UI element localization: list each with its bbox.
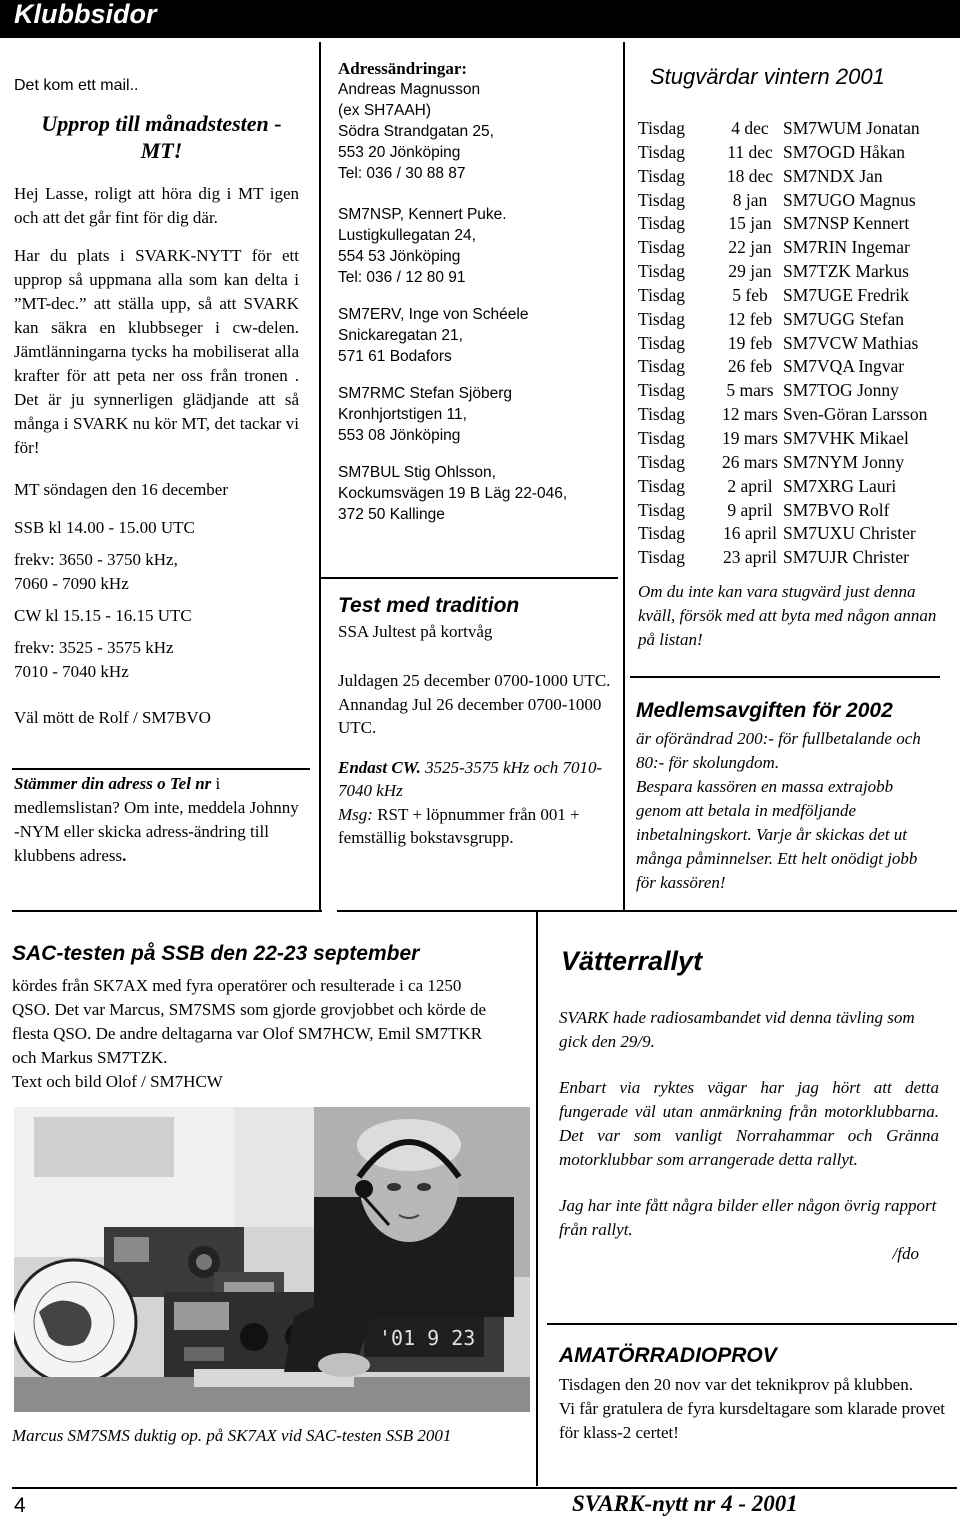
schedule-day: Tisdag [638,141,686,162]
address-line: Tel: 036 / 12 80 91 [338,269,466,286]
sac-credit: Text och bild Olof / SM7HCW [12,1072,223,1091]
test-msg-label: Msg: [338,804,373,824]
schedule-row [638,284,958,308]
test-title: Test med tradition [338,594,520,617]
schedule-day: Tisdag [638,427,686,448]
schedule-host: SM7UGO Magnus [783,189,916,210]
cw-freq-2: 7010 - 7040 kHz [14,662,129,681]
address-line: 372 50 Kallinge [338,506,445,523]
schedule-date: 23 april [723,547,777,568]
address-block-3 [338,304,623,367]
schedule-date: 19 feb [727,332,773,353]
address-line: Södra Strandgatan 25, [338,123,494,140]
schedule-row [638,165,958,189]
address-line: SM7RMC Stefan Sjöberg [338,385,513,402]
schedule-host: SM7TZK Markus [783,261,909,282]
amator-para-2: Vi får gratulera de fyra kursdeltagare som klarade provet för klass-2 certet! [559,1399,946,1442]
schedule-date: 9 april [727,499,773,520]
schedule-host: SM7VQA Ingvar [783,356,905,377]
upprop-heading: Upprop till månadstesten - MT! [41,111,282,163]
address-line: 554 53 Jönköping [338,248,461,265]
schedule-row [638,332,958,356]
address-notice-end: . [122,846,127,865]
amatorradioprov-title: AMATÖRRADIOPROV [559,1344,777,1367]
sac-text: kördes från SK7AX med fyra operatörer och resulterade i ca 1250 QSO. Det var Marcus, SM7SMS som gjorde grovjobbet och körde de flesta QSO. De andre deltagarna var Olof SM7HCW, Emil SM7TKR och Markus SM7TZK. [12,976,487,1067]
schedule-day: Tisdag [638,356,686,377]
address-line: Lustigkullegatan 24, [338,227,476,244]
mail-intro: Det kom ett mail.. [14,77,139,94]
schedule-row [638,499,958,523]
column-address-changes [338,58,623,537]
footer-publication-title: SVARK-nytt nr 4 - 2001 [572,1491,798,1516]
schedule-date: 11 dec [727,141,773,162]
schedule-day: Tisdag [638,118,686,138]
test-day-2: Annandag Jul 26 december 0700-1000 UTC. [338,694,602,737]
stugvardar-schedule [638,117,958,570]
schedule-date: 12 feb [727,308,773,329]
address-line: Tel: 036 / 30 88 87 [338,165,466,182]
schedule-row [638,189,958,213]
schedule-host: SM7UXU Christer [783,523,916,544]
vatterrallyt-para-1: SVARK hade radiosambandet vid denna tävling som gick den 29/9. [559,1008,915,1051]
address-line: 553 20 Jönköping [338,144,461,161]
photo-caption: Marcus SM7SMS duktig op. på SK7AX vid SAC-testen SSB 2001 [12,1426,452,1445]
schedule-day: Tisdag [638,499,686,520]
address-line: (ex SH7AAH) [338,102,432,119]
schedule-row [638,427,958,451]
fee-line-2: Bespara kassören en massa extrajobb genom att betala in medföljande inbetalningskort. Varje år skickas det ut många påminnelser. Ett helt onödigt jobb för kassören! [636,777,918,892]
address-line: SM7NSP, Kennert Puke. [338,206,507,223]
schedule-host: SM7UJR Christer [783,547,909,568]
stugvardar-title: Stugvärdar vintern 2001 [650,64,885,89]
upprop-para-2: Har du plats i SVARK-NYTT för ett upprop så uppmana alla som kan delta i ”MT-dec.” att ställa upp, så att SVARK kan säkra en klubbseger i cw-delen. Jämtlänningarna tycks ha mobiliserat alla krafter för att peta ner oss från tronen . Det är ju synnerligen glädjande att så många i SVARK nu kör MT, det tackar vi för! [14,246,299,457]
schedule-host: SM7VCW Mathias [783,332,919,353]
schedule-row [638,546,958,570]
schedule-day: Tisdag [638,237,686,258]
test-cw-freq: 3525-3575 kHz och 7010-7040 kHz [338,757,603,800]
vatterrallyt-title: Vätterrallyt [561,946,703,976]
schedule-date: 15 jan [728,213,772,234]
amatorradioprov-body [559,1373,949,1445]
fee-title: Medlemsavgiften för 2002 [636,699,893,722]
schedule-day: Tisdag [638,404,686,425]
schedule-date: 26 feb [727,356,773,377]
schedule-date: 8 jan [732,189,768,210]
schedule-host: SM7XRG Lauri [783,475,897,496]
schedule-host: SM7RIN Ingemar [783,237,910,258]
signoff: Väl mött de Rolf / SM7BVO [14,708,211,727]
schedule-date: 5 mars [726,380,774,401]
amator-rule [547,1323,957,1325]
address-line: Kockumsvägen 19 B Läg 22-046, [338,485,568,502]
schedule-day: Tisdag [638,332,686,353]
schedule-row [638,260,958,284]
schedule-date: 12 mars [722,404,778,425]
schedule-date: 16 april [723,523,777,544]
schedule-day: Tisdag [638,380,686,401]
test-msg [338,803,623,850]
schedule-day: Tisdag [638,451,686,472]
stugvardar-note: Om du inte kan vara stugvärd just denna kväll, försök med att byta med någon annan på listan! [638,582,937,649]
schedule-day: Tisdag [638,261,686,282]
schedule-date: 2 april [727,475,773,496]
bottom-rule-left [12,910,322,912]
address-changes-heading: Adressändringar: [338,59,468,78]
schedule-row [638,379,958,403]
ssb-freq-2: 7060 - 7090 kHz [14,574,129,593]
fee-rule [630,676,940,678]
schedule-row [638,451,958,475]
schedule-row [638,403,958,427]
column-divider-1 [319,42,321,910]
schedule-day: Tisdag [638,284,686,305]
amator-para-1: Tisdagen den 20 nov var det teknikprov på klubben. [559,1375,913,1394]
upprop-para-1: Hej Lasse, roligt att höra dig i MT igen och att det går fint för dig där. [14,184,299,227]
schedule-host: SM7OGD Håkan [783,141,906,162]
schedule-date: 18 dec [726,165,774,186]
test-msg-text: RST + löpnummer från 001 + femställig bokstavsgrupp. [338,804,580,847]
schedule-row [638,141,958,165]
address-line: Kronhjortstigen 11, [338,406,467,423]
schedule-row [638,236,958,260]
fee-line-1: är oförändrad 200:- för fullbetalande och 80:- för skolungdom. [636,729,921,772]
schedule-row [638,355,958,379]
address-notice-text: i medlemslistan? Om inte, meddela Johnny -NYM eller skicka adress-ändring till klubbens adress [14,774,299,865]
address-block-2 [338,204,623,288]
address-notice-bold: Stämmer din adress o Tel nr [14,774,212,793]
schedule-row [638,212,958,236]
address-line: SM7BUL Stig Ohlsson, [338,464,496,481]
test-cw-label: Endast CW. [338,757,421,777]
schedule-row [638,117,958,141]
bottom-column-divider [536,912,538,1486]
schedule-host: Sven-Göran Larsson [783,404,928,425]
schedule-row [638,475,958,499]
cw-time: CW kl 15.15 - 16.15 UTC [14,606,192,625]
schedule-host: SM7NDX Jan [783,165,883,186]
schedule-row [638,522,958,546]
page-number: 4 [14,1494,26,1517]
schedule-date: 5 feb [732,284,768,305]
photo-timestamp: '01 9 23 [379,1326,476,1350]
mt-date: MT söndagen den 16 december [14,480,229,499]
vatterrallyt-body [559,1006,939,1266]
schedule-day: Tisdag [638,308,686,329]
schedule-host: SM7NYM Jonny [783,451,905,472]
address-line: Andreas Magnusson [338,81,481,98]
address-line: Snickaregatan 21, [338,327,463,344]
schedule-date: 26 mars [722,451,778,472]
test-day-1: Juldagen 25 december 0700-1000 UTC. [338,671,611,690]
schedule-day: Tisdag [638,475,686,496]
column-divider-2 [623,42,625,910]
address-line: 571 61 Bodafors [338,348,452,365]
schedule-host: SM7WUM Jonatan [783,118,920,138]
schedule-row [638,308,958,332]
test-subtitle: SSA Jultest på kortvåg [338,621,493,641]
ssb-freq-1: frekv: 3650 - 3750 kHz, [14,550,178,569]
operator-photo [14,1107,530,1412]
schedule-host: SM7UGG Stefan [783,308,905,329]
address-block-1 [338,79,623,184]
schedule-day: Tisdag [638,189,686,210]
address-line: SM7ERV, Inge von Schéele [338,306,529,323]
ssb-time: SSB kl 14.00 - 15.00 UTC [14,518,195,537]
schedule-host: SM7UGE Fredrik [783,284,909,305]
test-rule [320,577,618,579]
address-notice [14,772,299,868]
schedule-day: Tisdag [638,165,686,186]
schedule-date: 19 mars [722,427,778,448]
schedule-date: 22 jan [728,237,772,258]
photo-illustration [14,1107,530,1412]
vatterrallyt-para-2: Enbart via ryktes vägar har jag hört att detta fungerade väl utan anmärkning från motorklubbarna. Det var som vanligt Norrahammar och Gränna motorklubbar som arrangerade detta rallyt. [559,1078,939,1169]
schedule-date: 4 dec [731,118,769,138]
medlemsavgift-block [636,697,940,895]
schedule-host: SM7NSP Kennert [783,213,910,234]
page-header-title: Klubbsidor [14,0,157,29]
vatterrallyt-para-3: Jag har inte fått några bilder eller någon övrig rapport från rallyt. [559,1196,937,1239]
test-cw [338,756,623,803]
column-mt-upprop [14,74,299,868]
schedule-host: SM7TOG Jonny [783,380,899,401]
vatterrallyt-sign: /fdo [892,1244,919,1263]
schedule-day: Tisdag [638,547,686,568]
schedule-date: 29 jan [728,261,772,282]
test-med-tradition [338,594,623,850]
bottom-rule-right [337,910,957,912]
address-block-5 [338,462,623,525]
address-block-4 [338,383,623,446]
schedule-host: SM7VHK Mikael [783,427,909,448]
schedule-day: Tisdag [638,523,686,544]
sac-body [12,974,502,1094]
sac-title: SAC-testen på SSB den 22-23 september [12,942,420,965]
footer-rule [12,1487,957,1489]
address-line: 553 08 Jönköping [338,427,461,444]
schedule-host: SM7BVO Rolf [783,499,890,520]
schedule-day: Tisdag [638,213,686,234]
cw-freq-1: frekv: 3525 - 3575 kHz [14,638,174,657]
